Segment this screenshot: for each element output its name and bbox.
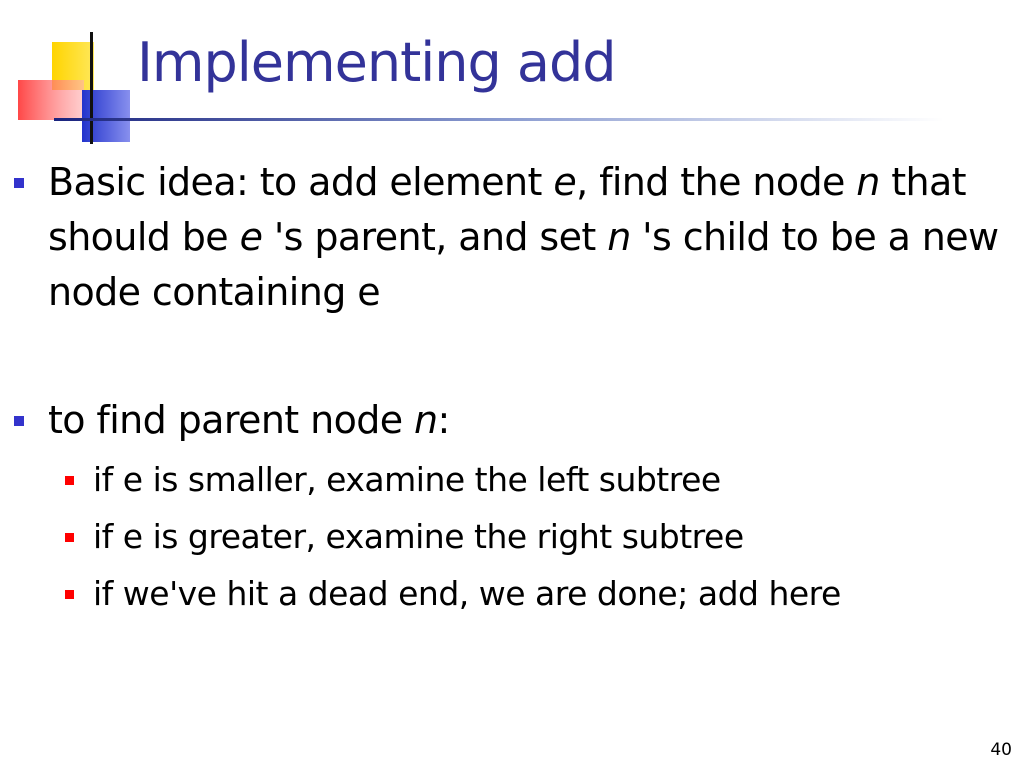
bullet-text: if e is greater, examine the right subtree [93,517,744,556]
bullet-text: e [553,160,577,204]
bullet-marker-icon [14,416,24,426]
bullet-text: 's child to be a new node containing e [48,215,999,314]
bullet-text: to find parent node [48,398,414,442]
bullet-text: : [437,398,450,442]
bullet-text: if e is smaller, examine the left subtree [93,460,721,499]
sub-bullet-item [93,460,993,500]
page-number: 40 [990,740,1012,760]
bullet-item [48,393,1008,448]
bullet-text: e [239,215,263,259]
bullet-text: , find the node [576,160,857,204]
sub-bullet-item [93,574,993,614]
bullet-marker-icon [65,476,74,485]
bullet-item [48,155,1008,320]
bullet-text: Basic idea: to add element [48,160,554,204]
slide-title: Implementing add [137,31,616,94]
bullet-text: n [414,398,438,442]
bullet-text: n [856,160,880,204]
bullet-marker-icon [65,533,74,542]
sub-bullet-item [93,517,993,557]
bullet-text: if we've hit a dead end, we are done; add here [93,574,841,613]
bullet-marker-icon [14,178,24,188]
bullet-text: n [607,215,631,259]
bullet-marker-icon [65,590,74,599]
bullet-text: that should be [48,160,966,259]
bullet-text: 's parent, and set [262,215,608,259]
